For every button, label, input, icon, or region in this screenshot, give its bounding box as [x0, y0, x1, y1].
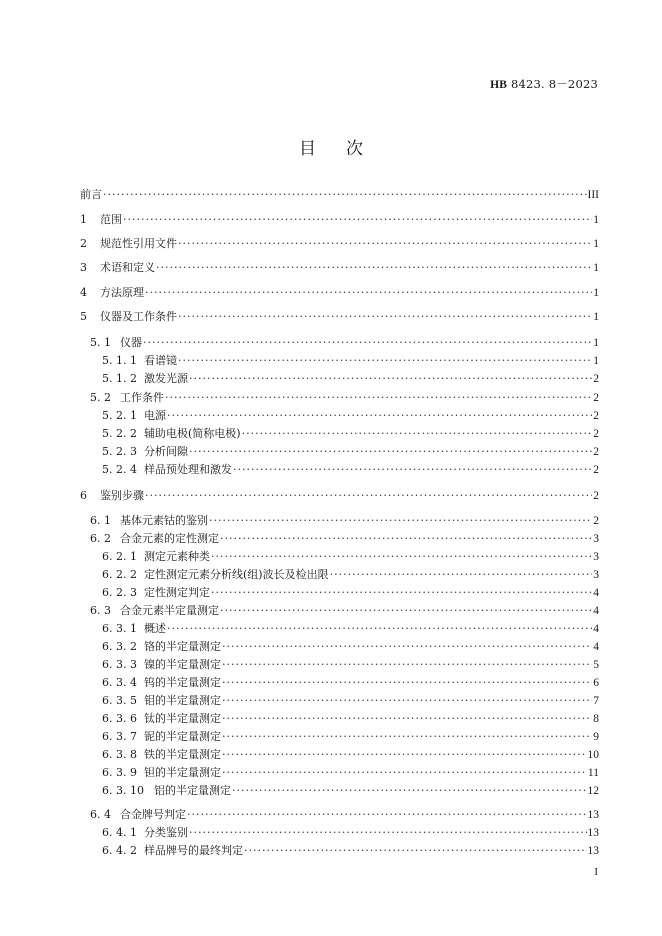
toc-entry[interactable] [80, 391, 599, 405]
toc-entry-page: 1 [593, 311, 599, 323]
toc-entry[interactable] [80, 826, 599, 840]
toc-entry[interactable] [80, 676, 599, 690]
page-number: I [594, 866, 598, 878]
toc-entry-page: 4 [593, 605, 599, 617]
toc-entry-number: 6. 4. 2 [102, 844, 137, 857]
toc-entry[interactable] [80, 409, 599, 423]
toc-entry-page: 13 [587, 809, 599, 821]
toc-entry-page: 2 [593, 410, 599, 422]
toc-entry[interactable] [80, 694, 599, 708]
toc-entry[interactable] [80, 808, 599, 822]
toc-entry[interactable] [80, 463, 599, 477]
toc-entry-number: 6. 4. 1 [102, 826, 137, 839]
toc-entry-label: 方法原理 [100, 286, 144, 299]
toc-entry-number: 5. 2. 4 [102, 463, 137, 476]
toc-leader-dots [156, 261, 592, 275]
toc-entry[interactable] [80, 730, 599, 744]
toc-leader-dots [189, 372, 592, 386]
toc-entry-label: 镍的半定量测定 [144, 658, 221, 671]
toc-entry-number: 6. 2. 1 [102, 550, 137, 563]
toc-entry-number: 3 [80, 261, 87, 274]
toc-leader-dots [187, 808, 587, 822]
toc-entry[interactable] [80, 766, 599, 780]
toc-entry-label: 仪器 [120, 336, 142, 349]
toc-entry-label: 仪器及工作条件 [100, 310, 177, 323]
toc-leader-dots [145, 489, 592, 503]
toc-entry-page: 2 [593, 490, 599, 502]
toc-entry-number: 5. 2 [90, 391, 111, 404]
toc-entry-label: 铬的半定量测定 [144, 640, 221, 653]
toc-leader-dots [222, 730, 592, 744]
toc-entry-label: 定性测定元素分析线(组)波长及检出限 [144, 568, 329, 581]
toc-entry-label: 铝的半定量测定 [154, 784, 231, 797]
toc-entry-label: 激发光源 [144, 372, 188, 385]
toc-entry-number: 5. 1 [90, 336, 111, 349]
toc-entry-label: 规范性引用文件 [100, 237, 177, 250]
toc-entry-page: 2 [593, 464, 599, 476]
toc-entry-number: 5. 2. 2 [102, 427, 137, 440]
toc-entry-label: 工作条件 [120, 391, 164, 404]
toc-entry-page: III [587, 189, 599, 201]
toc-entry[interactable] [80, 489, 599, 503]
toc-entry-page: 2 [593, 428, 599, 440]
toc-entry-label: 定性测定判定 [144, 586, 210, 599]
toc-leader-dots [222, 694, 592, 708]
toc-entry-label: 样品牌号的最终判定 [144, 844, 243, 857]
toc-leader-dots [178, 237, 592, 251]
toc-leader-dots [123, 213, 592, 227]
toc-entry-label: 分类鉴别 [144, 826, 188, 839]
toc-leader-dots [220, 604, 592, 618]
toc-entry-label: 样品预处理和激发 [144, 463, 232, 476]
toc-entry[interactable] [80, 712, 599, 726]
toc-entry-label: 铁的半定量测定 [144, 748, 221, 761]
toc-entry-number: 6. 3. 1 [102, 622, 137, 635]
toc-entry-page: 1 [593, 355, 599, 367]
toc-leader-dots [222, 676, 592, 690]
toc-entry-label: 概述 [144, 622, 166, 635]
toc-entry[interactable] [80, 514, 599, 528]
toc-entry-number: 5. 2. 1 [102, 409, 137, 422]
toc-entry-page: 13 [587, 827, 599, 839]
toc-entry-page: 1 [593, 337, 599, 349]
toc-entry-page: 2 [593, 446, 599, 458]
toc-entry-number: 6. 3. 6 [102, 712, 137, 725]
toc-entry-label: 铌的半定量测定 [144, 730, 221, 743]
toc-entry-number: 2 [80, 237, 87, 250]
toc-leader-dots [178, 310, 592, 324]
toc-leader-dots [330, 568, 593, 582]
toc-leader-dots [222, 658, 592, 672]
toc-entry-label: 合金元素的定性测定 [120, 532, 219, 545]
toc-entry[interactable] [80, 354, 599, 368]
toc-entry[interactable] [80, 622, 599, 636]
toc-entry-number: 6. 3. 5 [102, 694, 137, 707]
toc-entry-number: 6. 3. 3 [102, 658, 137, 671]
toc-leader-dots [222, 748, 587, 762]
toc-leader-dots [220, 532, 592, 546]
toc-entry-number: 1 [80, 213, 87, 226]
page-title: 目次 [299, 139, 393, 159]
toc-entry-page: 3 [593, 533, 599, 545]
toc-leader-dots [222, 766, 587, 780]
toc-entry-label: 鉴别步骤 [100, 489, 144, 502]
toc-leader-dots [244, 844, 587, 858]
toc-entry-page: 6 [593, 677, 599, 689]
toc-entry[interactable] [80, 658, 599, 672]
toc-entry-label: 测定元素种类 [144, 550, 210, 563]
toc-entry[interactable] [80, 640, 599, 654]
toc-entry-page: 10 [587, 749, 599, 761]
toc-entry-label: 前言 [80, 188, 102, 201]
toc-entry-page: 1 [593, 214, 599, 226]
toc-entry-label: 合金元素半定量测定 [120, 604, 219, 617]
toc-leader-dots [211, 586, 592, 600]
toc-entry-label: 基体元素钴的鉴别 [120, 514, 208, 527]
toc-entry-page: 3 [593, 569, 599, 581]
toc-leader-dots [178, 354, 592, 368]
toc-entry-number: 6. 2. 2 [102, 568, 137, 581]
toc-entry-number: 6. 3. 9 [102, 766, 137, 779]
toc-entry[interactable] [80, 445, 599, 459]
toc-entry-number: 6. 2 [90, 532, 111, 545]
toc-entry-label: 钨的半定量测定 [144, 676, 221, 689]
toc-entry-page: 3 [593, 551, 599, 563]
toc-entry-page: 7 [593, 695, 599, 707]
toc-entry-page: 5 [593, 659, 599, 671]
toc-entry[interactable] [80, 372, 599, 386]
toc-entry-label: 钽的半定量测定 [144, 766, 221, 779]
toc-entry-page: 13 [587, 845, 599, 857]
toc-entry[interactable] [80, 586, 599, 600]
toc-entry[interactable] [80, 286, 599, 300]
toc-leader-dots [211, 550, 592, 564]
toc-entry[interactable] [80, 784, 599, 798]
toc-entry[interactable] [80, 336, 599, 350]
toc-entry-page: 4 [593, 641, 599, 653]
toc-entry-page: 2 [593, 392, 599, 404]
toc-entry-label: 术语和定义 [100, 261, 155, 274]
toc-entry-page: 8 [593, 713, 599, 725]
toc-entry-page: 1 [593, 262, 599, 274]
toc-entry[interactable] [80, 213, 599, 227]
toc-leader-dots [145, 286, 592, 300]
toc-entry-label: 分析间隙 [144, 445, 188, 458]
toc-entry[interactable] [80, 261, 599, 275]
toc-leader-dots [189, 826, 587, 840]
toc-entry-page: 1 [593, 287, 599, 299]
toc-leader-dots [167, 409, 592, 423]
toc-entry-number: 5. 1. 1 [102, 354, 137, 367]
toc-leader-dots [222, 712, 592, 726]
toc-entry-number: 6. 3 [90, 604, 111, 617]
toc-entry-number: 6. 3. 7 [102, 730, 137, 743]
toc-entry-label: 合金牌号判定 [120, 808, 186, 821]
toc-entry-number: 5. 1. 2 [102, 372, 137, 385]
toc-entry-number: 6. 3. 10 [102, 784, 144, 797]
toc-entry-number: 6. 3. 4 [102, 676, 137, 689]
toc-leader-dots [103, 188, 587, 202]
standard-number: 8423. 8－2023 [510, 77, 598, 91]
toc-leader-dots [189, 445, 592, 459]
toc-leader-dots [209, 514, 592, 528]
toc-entry[interactable] [80, 310, 599, 324]
toc-entry-page: 12 [587, 785, 599, 797]
toc-entry-number: 6. 2. 3 [102, 586, 137, 599]
toc-entry-number: 6. 3. 2 [102, 640, 137, 653]
toc-entry-number: 6 [80, 489, 87, 502]
toc-entry-number: 5. 2. 3 [102, 445, 137, 458]
toc-entry-label: 辅助电极(简称电极) [144, 427, 241, 440]
toc-leader-dots [242, 427, 593, 441]
toc-entry[interactable] [80, 748, 599, 762]
standard-code [490, 76, 598, 92]
toc-entry-number: 6. 3. 8 [102, 748, 137, 761]
toc-leader-dots [143, 336, 592, 350]
toc-entry-number: 4 [80, 286, 87, 299]
toc-entry[interactable] [80, 604, 599, 618]
toc-entry-label: 电源 [144, 409, 166, 422]
toc-leader-dots [222, 640, 592, 654]
toc-entry-page: 2 [593, 373, 599, 385]
toc-leader-dots [232, 784, 587, 798]
toc-entry-page: 4 [593, 587, 599, 599]
toc-entry[interactable] [80, 568, 599, 582]
toc-entry[interactable] [80, 532, 599, 546]
toc-leader-dots [165, 391, 592, 405]
toc-entry-page: 1 [593, 238, 599, 250]
toc-entry-number: 6. 1 [90, 514, 111, 527]
toc-entry-number: 6. 4 [90, 808, 111, 821]
toc-entry-page: 4 [593, 623, 599, 635]
toc-entry-label: 钛的半定量测定 [144, 712, 221, 725]
toc-entry[interactable] [80, 844, 599, 858]
toc-leader-dots [167, 622, 592, 636]
toc-entry-label: 钼的半定量测定 [144, 694, 221, 707]
toc-entry[interactable] [80, 550, 599, 564]
standard-prefix: HB [490, 79, 508, 91]
toc-entry[interactable] [80, 237, 599, 251]
toc-entry-label: 看谱镜 [144, 354, 177, 367]
toc-entry[interactable] [80, 427, 599, 441]
toc-entry-label: 范围 [100, 213, 122, 226]
toc-entry-page: 9 [593, 731, 599, 743]
toc-entry[interactable] [80, 188, 599, 202]
toc-entry-page: 11 [587, 767, 599, 779]
toc-entry-page: 2 [593, 515, 599, 527]
toc-entry-number: 5 [80, 310, 87, 323]
toc-leader-dots [233, 463, 592, 477]
